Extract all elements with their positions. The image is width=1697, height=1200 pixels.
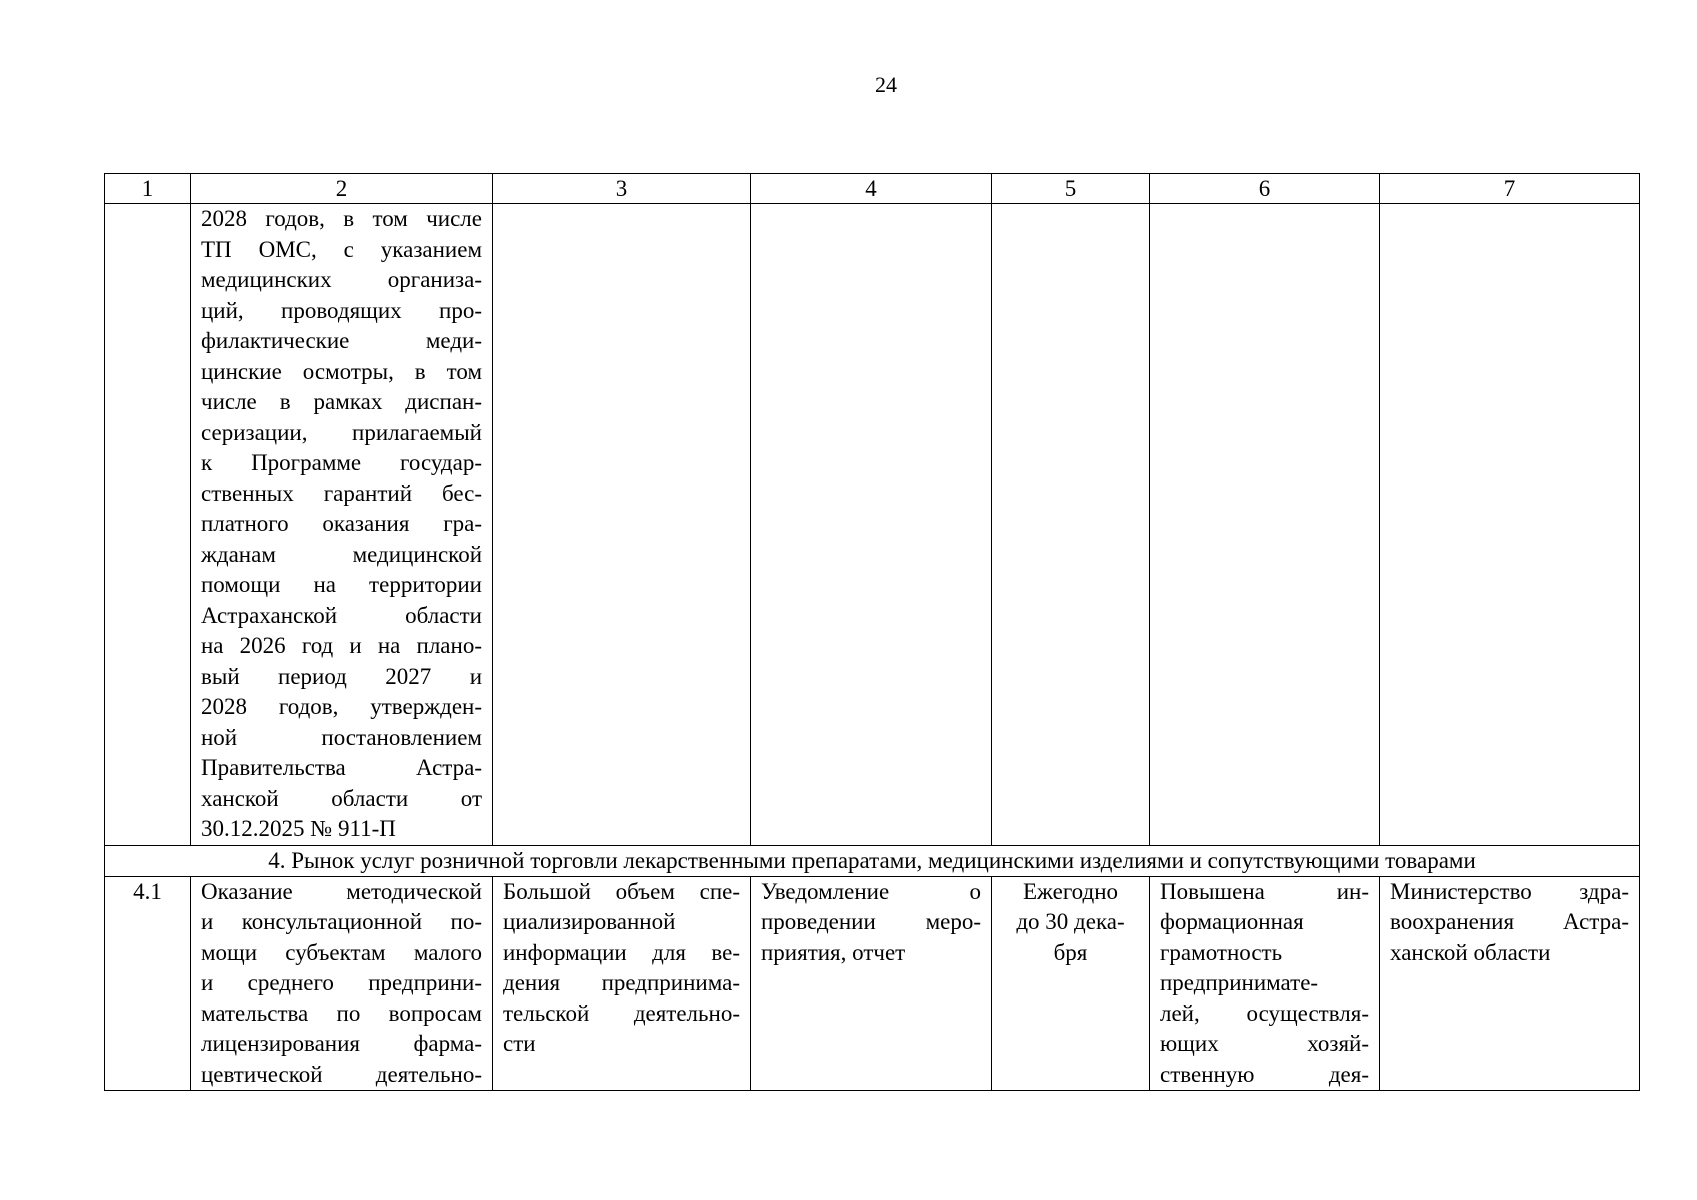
text-line: воохранения Астра- — [1390, 909, 1629, 934]
text-line: ций, проводящих про- — [201, 297, 482, 323]
text-line: ханской области — [1390, 939, 1551, 965]
column-header-4: 4 — [751, 174, 992, 204]
text-line: ющих хозяй- — [1160, 1031, 1369, 1056]
row-number-cell: 4.1 — [105, 876, 191, 1091]
continuation-description-cell — [191, 204, 493, 846]
text-line: циализированной — [503, 909, 676, 934]
column-header-6: 6 — [1150, 174, 1380, 204]
text-line: ственную дея- — [1160, 1061, 1369, 1087]
table-row-continuation — [105, 204, 1640, 846]
document-type-cell — [751, 876, 992, 1091]
text-line: Повышена ин- — [1160, 878, 1369, 904]
measure-description-cell — [191, 876, 493, 1091]
text-line: к Программе государ- — [201, 450, 482, 475]
text-line: вый период 2027 и — [201, 663, 482, 689]
text-line: бря — [1053, 939, 1088, 965]
table-row-4-1 — [105, 876, 1640, 1091]
text-line: 30.12.2025 № 911-П — [201, 816, 396, 841]
text-line: Уведомление о — [761, 878, 981, 904]
text-line: платного оказания гра- — [201, 511, 482, 536]
text-line: мательства по вопросам — [201, 1000, 482, 1026]
text-line: дения предпринима- — [503, 970, 740, 995]
continuation-cell-6 — [1150, 204, 1380, 846]
text-line: цевтической деятельно- — [201, 1061, 482, 1087]
text-line: цинские осмотры, в том — [201, 358, 482, 384]
text-line: 2028 годов, утвержден- — [201, 694, 482, 719]
text-line: лицензирования фарма- — [201, 1031, 482, 1056]
text-line: и среднего предприни- — [201, 970, 482, 995]
text-line: Правительства Астра- — [201, 755, 482, 780]
section-title: 4. Рынок услуг розничной торговли лекарственными препаратами, медицинскими изделиями и сопутствующими товарами — [105, 845, 1640, 876]
text-line: на 2026 год и на плано- — [201, 633, 482, 658]
text-line: предпринимате- — [1160, 970, 1319, 995]
text-line: грамотность — [1160, 939, 1283, 965]
text-line: помощи на территории — [201, 572, 482, 597]
continuation-cell-3 — [493, 204, 751, 846]
text-line: приятия, отчет — [761, 939, 906, 965]
text-line: числе в рамках диспан- — [201, 389, 482, 414]
text-line: мощи субъектам малого — [201, 939, 482, 965]
column-header-2: 2 — [191, 174, 493, 204]
text-line: Оказание методической — [201, 878, 482, 904]
column-header-3: 3 — [493, 174, 751, 204]
text-line: Ежегодно — [1022, 878, 1119, 904]
continuation-number-cell — [105, 204, 191, 846]
table-header-row — [105, 174, 1640, 204]
text-line: лей, осуществля- — [1160, 1000, 1369, 1026]
text-line: информации для ве- — [503, 939, 740, 965]
text-line: филактические меди- — [201, 328, 482, 353]
text-line: ной постановлением — [201, 724, 482, 750]
continuation-cell-5 — [992, 204, 1150, 846]
text-line: жданам медицинской — [201, 541, 482, 567]
section-header-row — [105, 845, 1640, 876]
text-line: тельской деятельно- — [503, 1000, 740, 1026]
responsible-executor-cell — [1380, 876, 1640, 1091]
text-line: и консультационной по- — [201, 909, 482, 934]
text-line: Астраханской области — [201, 602, 482, 628]
document-table — [104, 173, 1640, 1091]
text-line: формационная — [1160, 909, 1304, 934]
text-line: медицинских организа- — [201, 267, 482, 292]
text-line: до 30 дека- — [1016, 909, 1125, 934]
page-number: 24 — [875, 72, 897, 97]
column-header-5: 5 — [992, 174, 1150, 204]
problem-description-cell — [493, 876, 751, 1091]
deadline-cell — [992, 876, 1150, 1091]
text-line: Министерство здра- — [1390, 878, 1629, 904]
column-header-7: 7 — [1380, 174, 1640, 204]
text-line: ханской области от — [201, 785, 482, 811]
text-line: ственных гарантий бес- — [201, 480, 482, 506]
text-line: сти — [503, 1031, 536, 1056]
text-line: ТП ОМС, с указанием — [201, 236, 482, 262]
expected-result-cell — [1150, 876, 1380, 1091]
text-line: 2028 годов, в том числе — [201, 206, 482, 231]
text-line: Большой объем спе- — [503, 878, 740, 904]
text-line: серизации, прилагаемый — [201, 419, 482, 445]
column-header-1: 1 — [105, 174, 191, 204]
continuation-cell-7 — [1380, 204, 1640, 846]
continuation-cell-4 — [751, 204, 992, 846]
text-line: проведении меро- — [761, 909, 981, 934]
